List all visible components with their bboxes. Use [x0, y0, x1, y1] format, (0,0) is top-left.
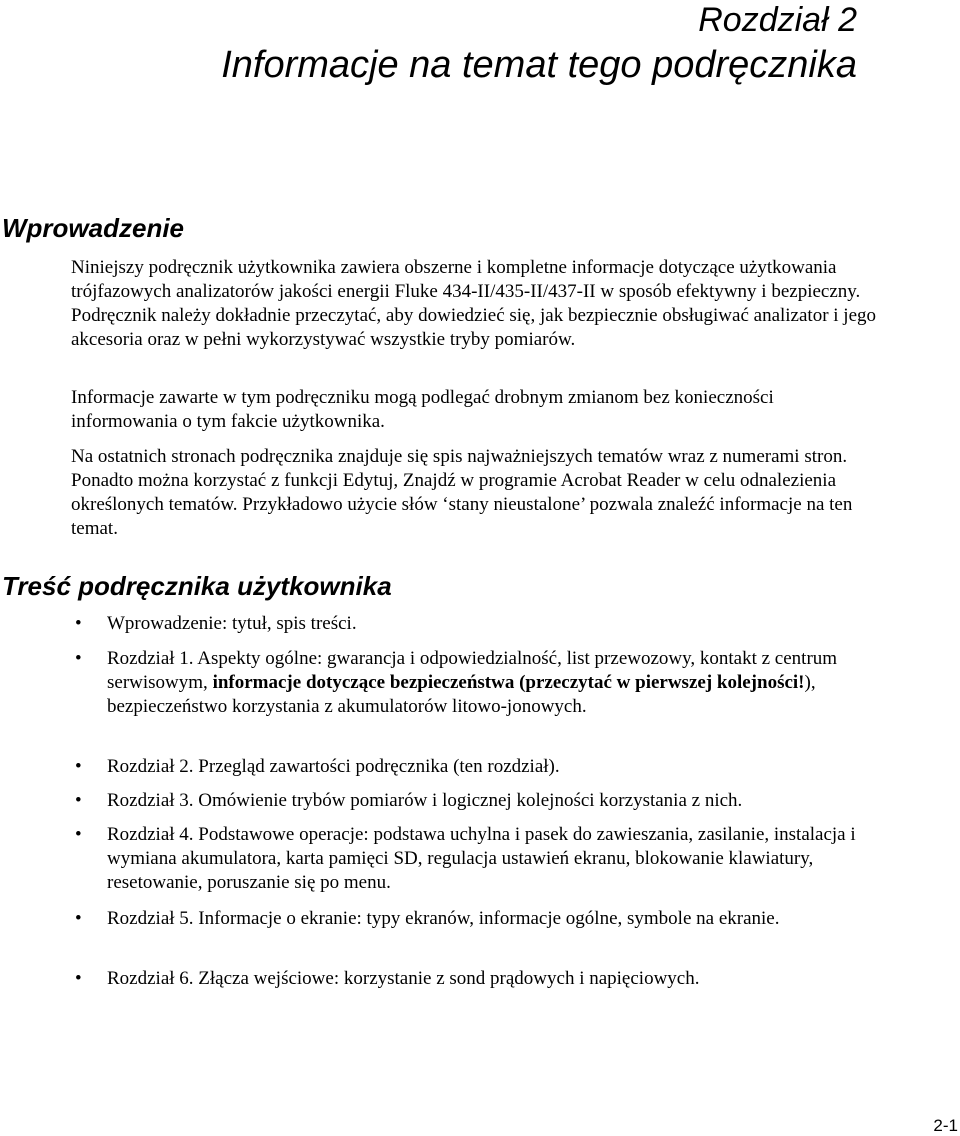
list-item	[75, 789, 857, 813]
list-item	[75, 907, 857, 931]
list-item	[75, 755, 857, 779]
list-item	[75, 967, 857, 991]
intro-heading: Wprowadzenie	[2, 213, 185, 243]
list-item	[75, 823, 857, 895]
list-item-text: Rozdział 1. Aspekty ogólne: gwarancja i odpowiedzialność, list przewozowy, kontakt z centrum serwisowym,	[107, 648, 838, 693]
list-item-text: Rozdział 2. Przegląd zawartości podręcznika (ten rozdział).	[107, 756, 560, 777]
safety-info-emphasis: informacje dotyczące bezpieczeństwa (przeczytać w pierwszej kolejności!	[212, 672, 805, 693]
intro-paragraph-2: Informacje zawarte w tym podręczniku mogą podlegać drobnym zmianom bez konieczności informowania o tym fakcie użytkownika.	[71, 387, 774, 432]
list-item-text: Rozdział 4. Podstawowe operacje: podstawa uchylna i pasek do zawieszania, zasilanie, instalacja i wymiana akumulatora, karta pamięci SD, regulacja ustawień ekranu, blokowanie klawiatury, resetowanie, poruszanie się po menu.	[107, 824, 856, 893]
chapter-title: Informacje na temat tego podręcznika	[221, 44, 857, 86]
list-item-text: Rozdział 3. Omówienie trybów pomiarów i logicznej kolejności korzystania z nich.	[107, 790, 743, 811]
bullet-icon: •	[75, 908, 82, 929]
bullet-icon: •	[75, 824, 82, 845]
bullet-icon: •	[75, 756, 82, 777]
intro-paragraph-3: Na ostatnich stronach podręcznika znajduje się spis najważniejszych tematów wraz z numerami stron. Ponadto można korzystać z funkcji Edytuj, Znajdź w programie Acrobat Reader w celu odnalezienia określonych tematów. Przykładowo użycie słów ‘stany nieustalone’ pozwala znaleźć informacje na ten temat.	[71, 446, 853, 539]
list-item-text: Wprowadzenie: tytuł, spis treści.	[107, 613, 357, 634]
list-item-text: Rozdział 5. Informacje o ekranie: typy ekranów, informacje ogólne, symbole na ekranie.	[107, 908, 780, 929]
bullet-icon: •	[75, 968, 82, 989]
bullet-icon: •	[75, 648, 82, 669]
bullet-icon: •	[75, 613, 82, 634]
list-item-text: Rozdział 6. Złącza wejściowe: korzystanie z sond prądowych i napięciowych.	[107, 968, 700, 989]
list-item-text: ), bezpieczeństwo korzystania z akumulatorów litowo-jonowych.	[107, 672, 816, 717]
bullet-icon: •	[75, 790, 82, 811]
contents-heading: Treść podręcznika użytkownika	[2, 571, 392, 601]
list-item	[75, 612, 857, 636]
chapter-number: Rozdział 2	[698, 1, 857, 39]
intro-paragraph-1: Niniejszy podręcznik użytkownika zawiera obszerne i kompletne informacje dotyczące użytkowania trójfazowych analizatorów jakości energii Fluke 434-II/435-II/437-II w sposób efektywny i bezpieczny. Podręcznik należy dokładnie przeczytać, aby dowiedzieć się, jak bezpiecznie obsługiwać analizator i jego akcesoria oraz w pełni wykorzystywać wszystkie tryby pomiarów.	[71, 257, 877, 350]
page-number: 2-1	[933, 1116, 958, 1135]
list-item	[75, 647, 857, 719]
